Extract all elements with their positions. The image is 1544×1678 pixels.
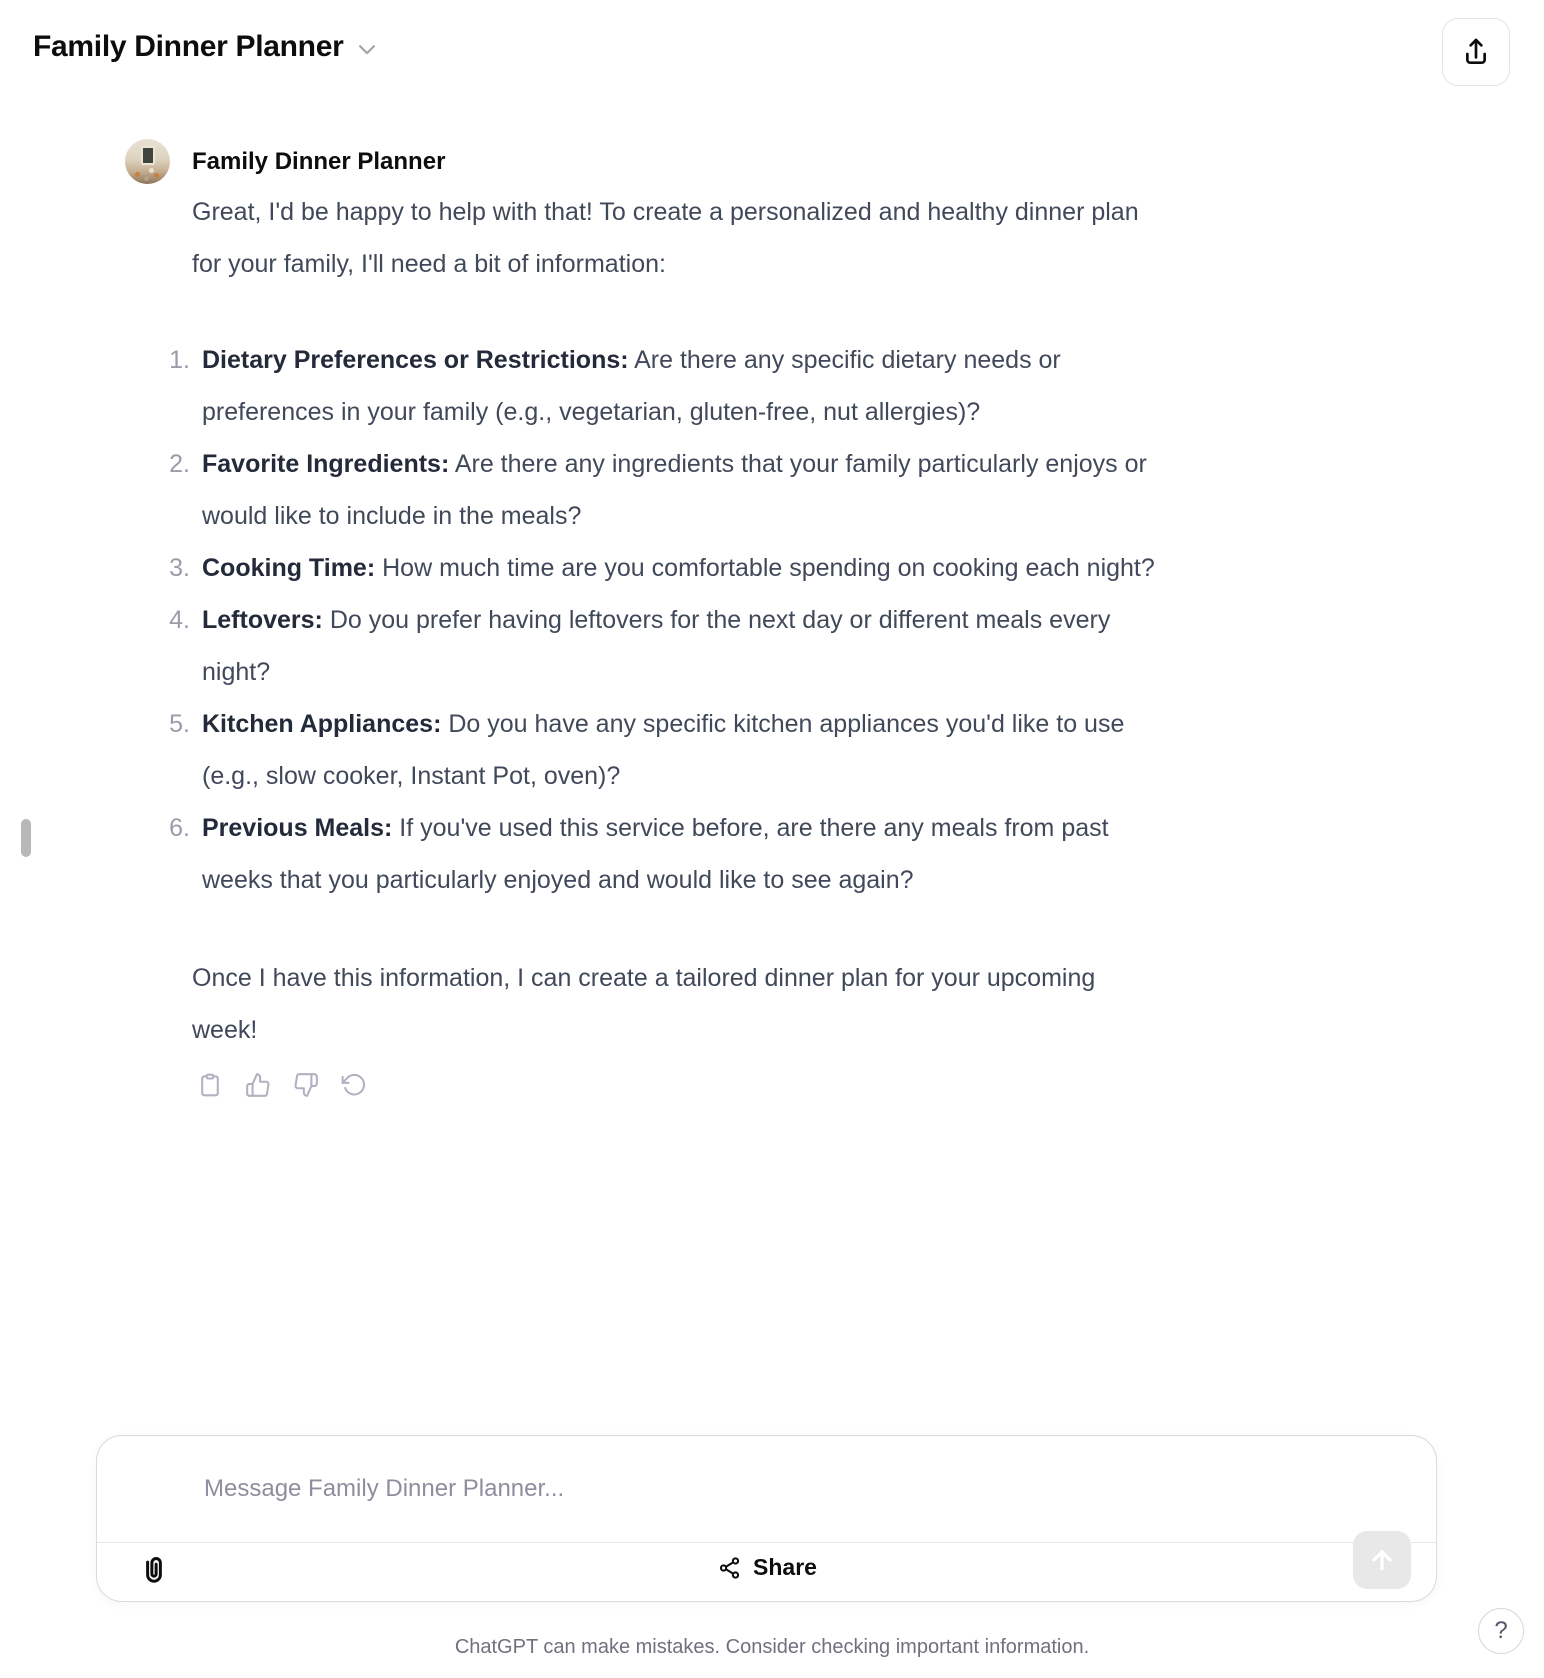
regenerate-button[interactable] — [341, 1072, 367, 1098]
share-export-icon — [1460, 36, 1492, 68]
share-label: Share — [753, 1554, 817, 1580]
composer — [96, 1435, 1437, 1602]
avatar — [125, 139, 170, 184]
composer-divider — [97, 1542, 1436, 1543]
share-export-button[interactable] — [1442, 18, 1510, 86]
paperclip-icon — [137, 1552, 171, 1592]
regenerate-icon — [341, 1072, 367, 1098]
list-item: 2. Favorite Ingredients: Are there any ingredients that your family particularly enjoys or would like to include in the meals? — [169, 450, 1147, 530]
share-chat-button[interactable] — [716, 1554, 817, 1581]
gpt-title-menu[interactable] — [33, 30, 377, 64]
list-item: 4. Leftovers: Do you prefer having leftovers for the next day or different meals every night? — [169, 606, 1111, 686]
help-button[interactable] — [1478, 1608, 1524, 1654]
message-actions — [197, 1072, 1160, 1098]
list-item: 1. Dietary Preferences or Restrictions: Are there any specific dietary needs or preferences in your family (e.g., vegetarian, gluten-free, nut allergies)? — [169, 346, 1061, 426]
page-title: Family Dinner Planner — [33, 30, 344, 63]
header — [0, 0, 1544, 96]
thumbs-up-button[interactable] — [245, 1072, 271, 1098]
list-item: 5. Kitchen Appliances: Do you have any specific kitchen appliances you'd like to use (e.g., slow cooker, Instant Pot, oven)? — [169, 710, 1125, 790]
list-item: 6. Previous Meals: If you've used this service before, are there any meals from past weeks that you particularly enjoyed and would like to see again? — [169, 814, 1109, 894]
send-button[interactable] — [1353, 1531, 1411, 1589]
share-nodes-icon — [716, 1555, 742, 1581]
thumbs-up-icon — [245, 1072, 271, 1098]
thumbs-down-icon — [293, 1072, 319, 1098]
message-intro: Great, I'd be happy to help with that! To create a personalized and healthy dinner plan for your family, I'll need a bit of information: — [192, 198, 1139, 278]
attach-file-button[interactable] — [133, 1549, 175, 1595]
message-sender-name: Family Dinner Planner — [192, 148, 446, 175]
chevron-down-icon — [357, 43, 377, 57]
copy-icon — [197, 1072, 223, 1098]
arrow-up-icon — [1367, 1545, 1397, 1575]
message-input[interactable] — [97, 1436, 1436, 1542]
list-item: 3. Cooking Time: How much time are you comfortable spending on cooking each night? — [169, 554, 1155, 582]
message-outro: Once I have this information, I can create a tailored dinner plan for your upcoming week! — [192, 964, 1096, 1044]
disclaimer-text: ChatGPT can make mistakes. Consider checking important information. — [454, 1636, 1090, 1658]
copy-button[interactable] — [197, 1072, 223, 1098]
question-list — [169, 334, 1160, 906]
sidebar-drag-handle[interactable] — [21, 819, 31, 857]
assistant-message — [125, 139, 1165, 1098]
help-label: ? — [1494, 1617, 1508, 1644]
thumbs-down-button[interactable] — [293, 1072, 319, 1098]
